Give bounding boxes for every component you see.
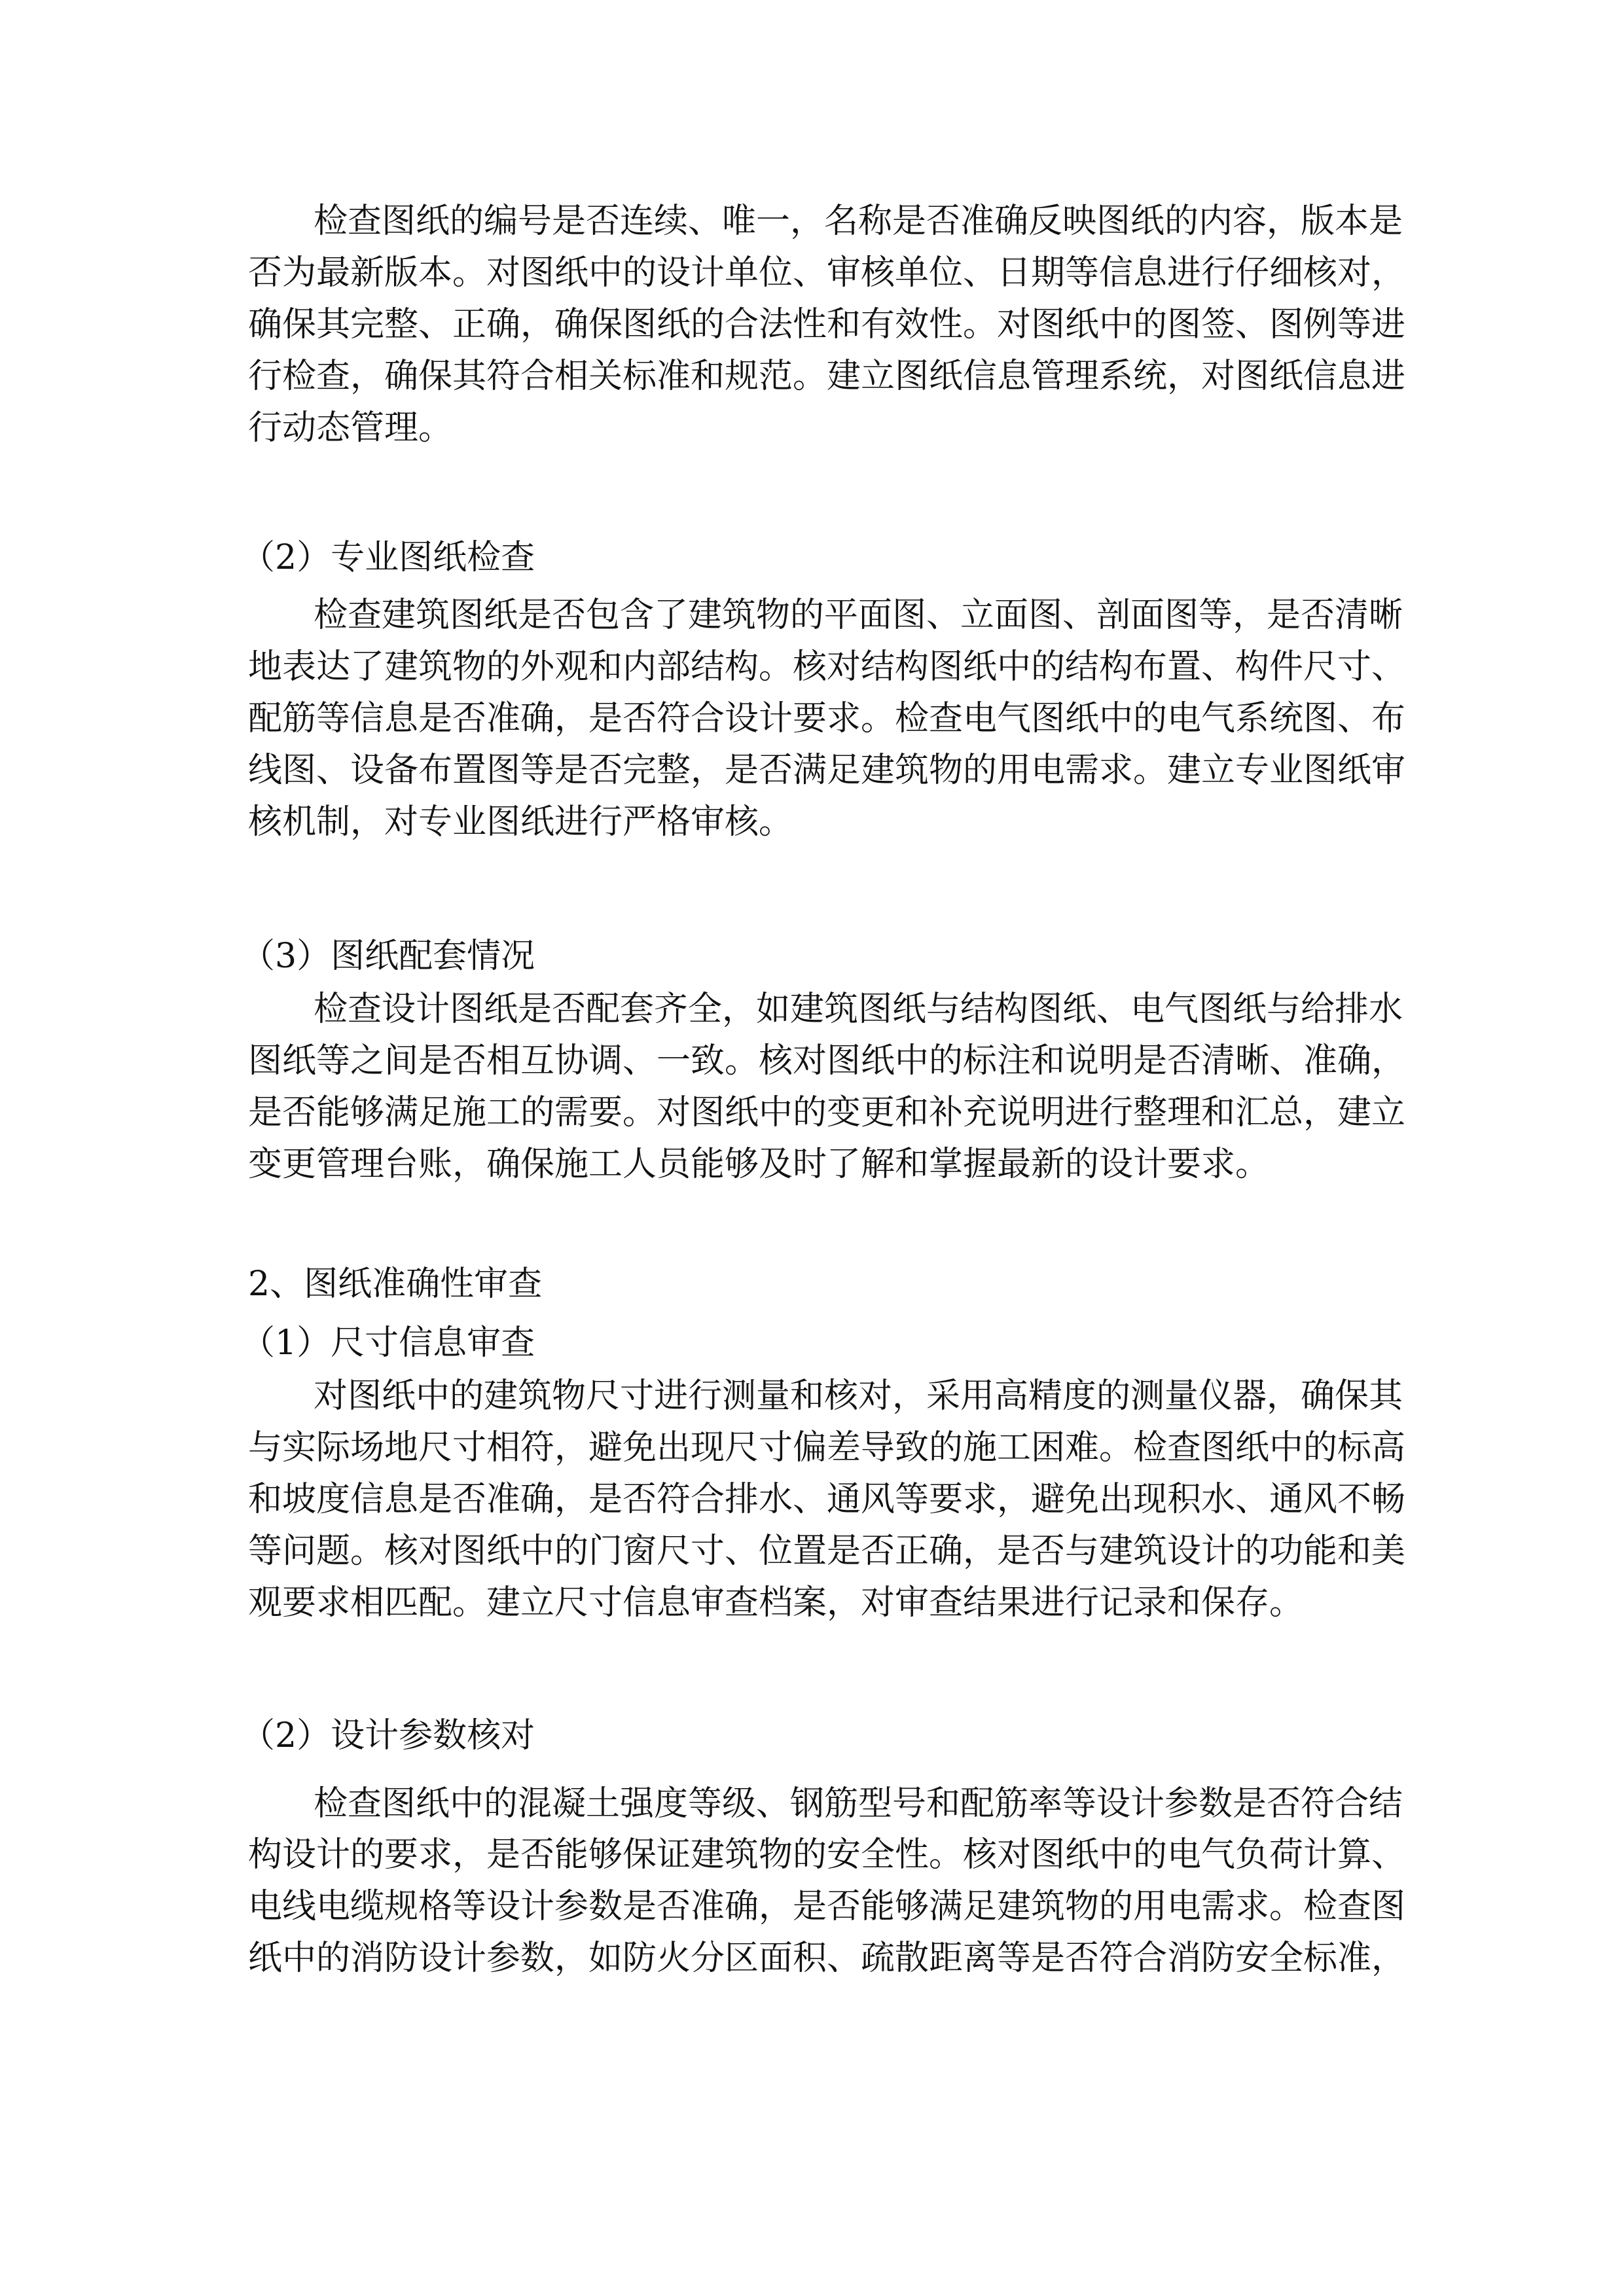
paragraph-line: 和坡度信息是否准确，是否符合排水、通风等要求，避免出现积水、通风不畅	[248, 1480, 1406, 1519]
section-heading: （2）专业图纸检查	[241, 538, 535, 577]
paragraph-line: 行检查，确保其符合相关标准和规范。建立图纸信息管理系统，对图纸信息进	[248, 357, 1406, 396]
paragraph-line: 等问题。核对图纸中的门窗尺寸、位置是否正确，是否与建筑设计的功能和美	[248, 1532, 1406, 1571]
paragraph-line: 检查设计图纸是否配套齐全，如建筑图纸与结构图纸、电气图纸与给排水	[314, 990, 1403, 1029]
paragraph-line: 电线电缆规格等设计参数是否准确，是否能够满足建筑物的用电需求。检查图	[248, 1887, 1406, 1926]
paragraph-line: 观要求相匹配。建立尺寸信息审查档案，对审查结果进行记录和保存。	[248, 1583, 1304, 1623]
paragraph-line: 检查图纸中的混凝土强度等级、钢筋型号和配筋率等设计参数是否符合结	[314, 1784, 1403, 1823]
paragraph-line: 线图、设备布置图等是否完整，是否满足建筑物的用电需求。建立专业图纸审	[248, 751, 1406, 790]
section-heading: 2、图纸准确性审查	[248, 1265, 543, 1304]
paragraph-line: 否为最新版本。对图纸中的设计单位、审核单位、日期等信息进行仔细核对，	[248, 253, 1406, 293]
paragraph-line: 确保其完整、正确，确保图纸的合法性和有效性。对图纸中的图签、图例等进	[248, 305, 1406, 344]
section-heading: （3）图纸配套情况	[241, 937, 535, 976]
paragraph-line: 构设计的要求，是否能够保证建筑物的安全性。核对图纸中的电气负荷计算、	[248, 1835, 1406, 1874]
paragraph-line: 检查图纸的编号是否连续、唯一，名称是否准确反映图纸的内容，版本是	[314, 202, 1403, 241]
paragraph-line: 与实际场地尺寸相符，避免出现尺寸偏差导致的施工困难。检查图纸中的标高	[248, 1428, 1406, 1467]
paragraph-line: 核机制，对专业图纸进行严格审核。	[248, 802, 793, 842]
paragraph-line: 对图纸中的建筑物尺寸进行测量和核对，采用高精度的测量仪器，确保其	[314, 1376, 1403, 1416]
paragraph-line: 行动态管理。	[248, 408, 453, 448]
paragraph-line: 纸中的消防设计参数，如防火分区面积、疏散距离等是否符合消防安全标准，	[248, 1939, 1406, 1978]
paragraph-line: 是否能够满足施工的需要。对图纸中的变更和补充说明进行整理和汇总，建立	[248, 1093, 1406, 1132]
paragraph-line: 图纸等之间是否相互协调、一致。核对图纸中的标注和说明是否清晰、准确，	[248, 1041, 1406, 1081]
paragraph-line: 变更管理台账，确保施工人员能够及时了解和掌握最新的设计要求。	[248, 1145, 1270, 1184]
section-heading: （1）尺寸信息审查	[241, 1323, 535, 1363]
paragraph-line: 地表达了建筑物的外观和内部结构。核对结构图纸中的结构布置、构件尺寸、	[248, 647, 1406, 687]
paragraph-line: 配筋等信息是否准确，是否符合设计要求。检查电气图纸中的电气系统图、布	[248, 699, 1406, 738]
paragraph-line: 检查建筑图纸是否包含了建筑物的平面图、立面图、剖面图等，是否清晰	[314, 596, 1403, 635]
section-heading: （2）设计参数核对	[241, 1716, 535, 1755]
